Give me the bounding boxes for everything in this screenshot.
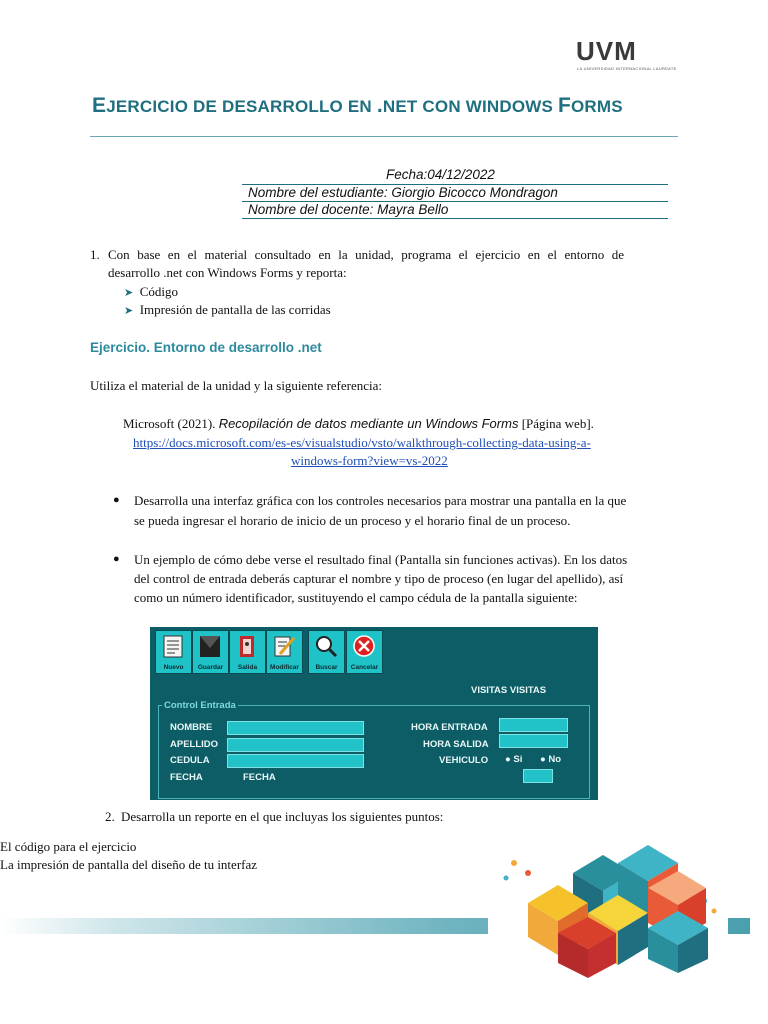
item1-line1: Con base en el material consultado en la unidad, programa el ejercicio en el entorno de [108, 247, 624, 262]
fecha-value: FECHA [243, 772, 276, 783]
arrow-bullet-icon: ➤ [124, 286, 134, 299]
meta-line-3 [242, 218, 668, 219]
item2-text: Desarrolla un reporte en el que incluyas los siguientes puntos: [121, 809, 444, 824]
bullet1-line2: se pueda ingresar el horario de inicio de un proceso y el horario final de un proceso. [134, 513, 571, 528]
magnifier-icon [314, 634, 338, 659]
cedula-field [227, 754, 364, 768]
toolbar-label: Modificar [270, 664, 299, 671]
reference-link-line2[interactable]: windows-form?view=vs-2022 [291, 453, 448, 468]
title-text-2: NET CON WINDOWS [382, 97, 558, 116]
reference-author: Microsoft (2021). [123, 416, 219, 431]
radio-no-label: No [548, 754, 562, 765]
apellido-field [227, 738, 364, 752]
sub-item-codigo [124, 283, 178, 302]
uvm-logo: UVM [576, 36, 637, 66]
document-icon [161, 634, 185, 659]
student-name: Nombre del estudiante: Giorgio Bicocco Mondragon [248, 185, 558, 200]
exit-door-icon [235, 634, 259, 659]
vehiculo-label: VEHICULO [439, 755, 489, 766]
fecha: Fecha:04/12/2022 [386, 167, 495, 182]
title-initial-3: F [557, 94, 571, 117]
cedula-label: CEDULA [170, 755, 210, 766]
section-heading: Ejercicio. Entorno de desarrollo .net [90, 340, 322, 355]
bullet-dot-icon: ● [113, 553, 120, 565]
nombre-field [227, 721, 364, 735]
nombre-label: NOMBRE [170, 722, 213, 733]
decorative-cubes-graphic [488, 833, 728, 979]
radio-dot-icon: ● [505, 754, 511, 765]
reference-citation [123, 415, 594, 433]
toolbar-button-modificar [266, 630, 303, 674]
bullet2-line3: como un número identificador, sustituyendo el campo cédula de la pantalla siguiente: [134, 590, 578, 605]
bullet2-line2: del control de entrada deberás capturar el nombre y tipo de proceso (en lugar del apellido), así [134, 571, 624, 586]
document-title [92, 94, 623, 118]
hora-salida-label: HORA SALIDA [423, 739, 489, 750]
toolbar-button-cancelar [346, 630, 383, 674]
small-field [523, 769, 553, 783]
radio-no [540, 754, 561, 765]
title-initial-2: . [376, 94, 383, 117]
title-text-3: ORMS [571, 97, 623, 116]
arrow-bullet-icon: ➤ [124, 304, 134, 317]
cancel-icon [352, 634, 376, 659]
toolbar-button-nuevo [155, 630, 192, 674]
fecha-label: FECHA [170, 772, 203, 783]
toolbar-button-guardar [192, 630, 229, 674]
reference-link-line1[interactable]: https://docs.microsoft.com/es-es/visualstudio/vsto/walkthrough-collecting-data-using-a- [133, 435, 591, 450]
item2-number: 2. [105, 809, 115, 824]
uvm-logo-subtitle: LA UNIVERSIDAD INTERNACIONAL LAUREATE [577, 66, 677, 71]
visitas-label: VISITAS VISITAS [471, 685, 547, 696]
sub-item-label: Impresión de pantalla de las corridas [139, 302, 331, 317]
toolbar-label: Nuevo [163, 664, 184, 671]
title-text-1: JERCICIO DE DESARROLLO EN [106, 97, 377, 116]
sub-item-impresion [124, 301, 331, 320]
bullet1-line1: Desarrolla una interfaz gráfica con los controles necesarios para mostrar una pantalla en la que [134, 493, 627, 508]
save-icon [198, 634, 222, 659]
title-rule [90, 136, 678, 137]
radio-dot-icon: ● [540, 754, 546, 765]
reference-type: [Página web]. [518, 416, 594, 431]
form-screenshot [150, 627, 598, 800]
title-initial-1: E [92, 94, 107, 117]
radio-si-label: Si [513, 754, 523, 765]
toolbar-button-salida [229, 630, 266, 674]
intro-text: Utiliza el material de la unidad y la siguiente referencia: [90, 378, 383, 393]
bullet2-line1: Un ejemplo de cómo debe verse el resultado final (Pantalla sin funciones activas). En los datos [134, 552, 628, 567]
toolbar-label: Cancelar [350, 664, 379, 671]
sub-item-label: Código [139, 284, 179, 299]
item1-number: 1. [90, 247, 100, 262]
report-point-2: La impresión de pantalla del diseño de tu interfaz [0, 857, 258, 872]
reference-title: Recopilación de datos mediante un Windows Forms [218, 416, 519, 431]
hora-entrada-field [499, 718, 568, 732]
toolbar-label: Salida [237, 664, 258, 671]
bullet-dot-icon: ● [113, 494, 120, 506]
hora-salida-field [499, 734, 568, 748]
toolbar-button-buscar [308, 630, 345, 674]
teacher-name: Nombre del docente: Mayra Bello [248, 202, 449, 217]
toolbar-label: Guardar [197, 664, 224, 671]
item1-line2: desarrollo .net con Windows Forms y reporta: [108, 265, 347, 280]
radio-si [505, 754, 522, 765]
report-point-1: El código para el ejercicio [0, 839, 137, 854]
hora-entrada-label: HORA ENTRADA [411, 722, 488, 733]
toolbar-label: Buscar [315, 664, 338, 671]
edit-document-icon [272, 634, 296, 659]
control-entrada-title: Control Entrada [164, 700, 236, 711]
apellido-label: APELLIDO [170, 739, 219, 750]
